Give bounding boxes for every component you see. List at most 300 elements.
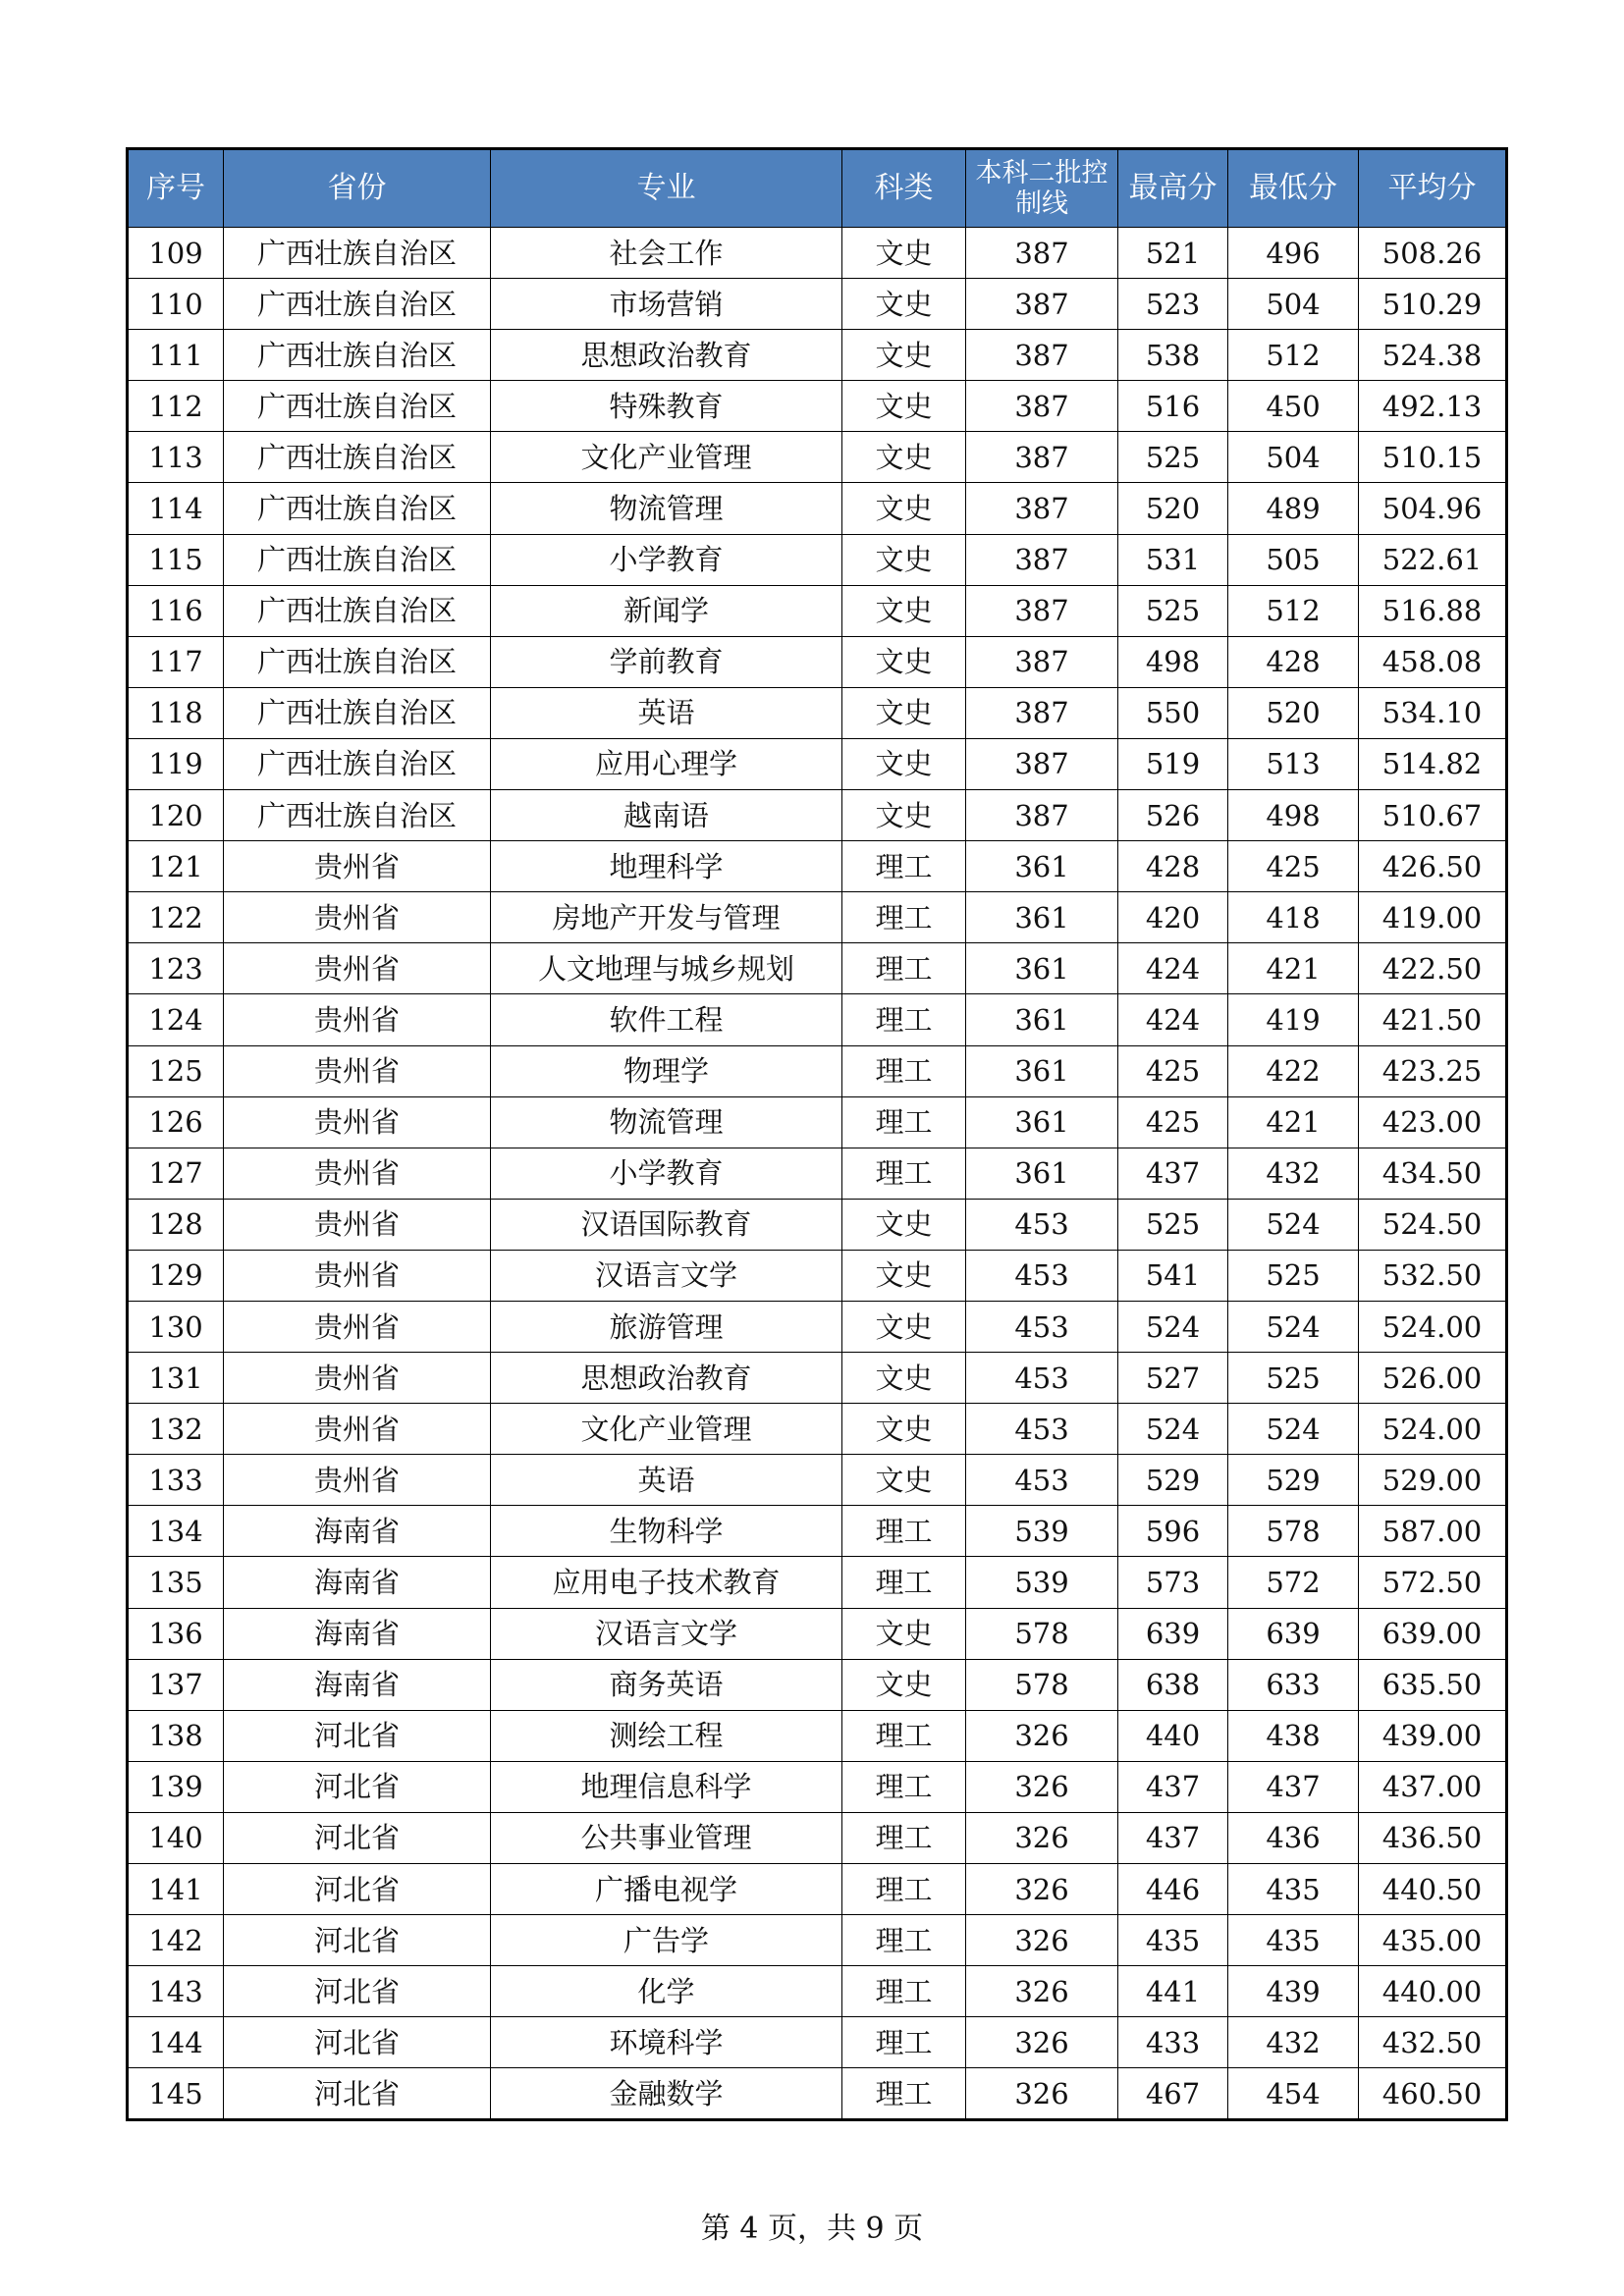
cell-control-line: 539 (966, 1506, 1118, 1557)
cell-control-line: 387 (966, 534, 1118, 585)
cell-province: 贵州省 (224, 1455, 491, 1506)
cell-province: 广西壮族自治区 (224, 432, 491, 483)
cell-max: 550 (1118, 687, 1228, 738)
header-category: 科类 (842, 149, 966, 228)
cell-control-line: 361 (966, 1148, 1118, 1199)
cell-seq: 143 (128, 1966, 224, 2017)
table-row (128, 2068, 1507, 2120)
cell-max: 519 (1118, 738, 1228, 789)
cell-max: 596 (1118, 1506, 1228, 1557)
cell-avg: 510.67 (1359, 790, 1507, 841)
cell-control-line: 326 (966, 1966, 1118, 2017)
cell-min: 489 (1228, 483, 1359, 534)
cell-major: 物理学 (491, 1045, 842, 1096)
cell-province: 贵州省 (224, 994, 491, 1045)
cell-seq: 117 (128, 636, 224, 687)
cell-min: 578 (1228, 1506, 1359, 1557)
cell-max: 437 (1118, 1148, 1228, 1199)
cell-category: 文史 (842, 1301, 966, 1352)
header-seq: 序号 (128, 149, 224, 228)
cell-seq: 135 (128, 1557, 224, 1608)
table-row (128, 330, 1507, 381)
table-row (128, 1199, 1507, 1250)
cell-category: 文史 (842, 1608, 966, 1659)
cell-control-line: 326 (966, 1864, 1118, 1915)
header-avg: 平均分 (1359, 149, 1507, 228)
cell-control-line: 578 (966, 1608, 1118, 1659)
table-row (128, 585, 1507, 636)
cell-avg: 529.00 (1359, 1455, 1507, 1506)
cell-avg: 587.00 (1359, 1506, 1507, 1557)
cell-major: 测绘工程 (491, 1710, 842, 1761)
cell-min: 418 (1228, 892, 1359, 943)
cell-min: 524 (1228, 1404, 1359, 1455)
cell-seq: 144 (128, 2017, 224, 2068)
cell-seq: 137 (128, 1659, 224, 1710)
cell-major: 化学 (491, 1966, 842, 2017)
cell-category: 理工 (842, 1096, 966, 1148)
cell-min: 496 (1228, 228, 1359, 279)
cell-province: 广西壮族自治区 (224, 687, 491, 738)
cell-min: 524 (1228, 1301, 1359, 1352)
cell-min: 436 (1228, 1812, 1359, 1863)
table-row (128, 381, 1507, 432)
cell-min: 432 (1228, 2017, 1359, 2068)
table-row (128, 738, 1507, 789)
cell-province: 河北省 (224, 1864, 491, 1915)
cell-control-line: 326 (966, 1710, 1118, 1761)
cell-category: 文史 (842, 1404, 966, 1455)
cell-seq: 118 (128, 687, 224, 738)
cell-avg: 423.25 (1359, 1045, 1507, 1096)
header-province: 省份 (224, 149, 491, 228)
cell-max: 520 (1118, 483, 1228, 534)
cell-category: 理工 (842, 1966, 966, 2017)
cell-seq: 112 (128, 381, 224, 432)
cell-max: 638 (1118, 1659, 1228, 1710)
cell-major: 汉语言文学 (491, 1250, 842, 1301)
cell-province: 河北省 (224, 1966, 491, 2017)
cell-control-line: 361 (966, 892, 1118, 943)
cell-major: 市场营销 (491, 279, 842, 330)
cell-max: 531 (1118, 534, 1228, 585)
cell-max: 437 (1118, 1812, 1228, 1863)
cell-avg: 514.82 (1359, 738, 1507, 789)
table-row (128, 1506, 1507, 1557)
cell-category: 理工 (842, 892, 966, 943)
cell-seq: 140 (128, 1812, 224, 1863)
cell-seq: 121 (128, 841, 224, 892)
cell-max: 435 (1118, 1915, 1228, 1966)
cell-province: 广西壮族自治区 (224, 228, 491, 279)
cell-category: 文史 (842, 1659, 966, 1710)
table-row (128, 994, 1507, 1045)
cell-category: 理工 (842, 841, 966, 892)
cell-control-line: 453 (966, 1199, 1118, 1250)
table-row (128, 1250, 1507, 1301)
cell-max: 437 (1118, 1761, 1228, 1812)
cell-category: 理工 (842, 1812, 966, 1863)
cell-max: 525 (1118, 432, 1228, 483)
cell-seq: 110 (128, 279, 224, 330)
table-row (128, 841, 1507, 892)
table-row (128, 279, 1507, 330)
table-row (128, 1301, 1507, 1352)
cell-max: 428 (1118, 841, 1228, 892)
cell-seq: 139 (128, 1761, 224, 1812)
cell-avg: 526.00 (1359, 1353, 1507, 1404)
cell-avg: 510.29 (1359, 279, 1507, 330)
cell-major: 汉语言文学 (491, 1608, 842, 1659)
table-row (128, 1710, 1507, 1761)
cell-min: 422 (1228, 1045, 1359, 1096)
cell-control-line: 387 (966, 585, 1118, 636)
cell-major: 应用电子技术教育 (491, 1557, 842, 1608)
cell-seq: 123 (128, 943, 224, 994)
cell-avg: 434.50 (1359, 1148, 1507, 1199)
table-row (128, 1812, 1507, 1863)
table-row (128, 943, 1507, 994)
cell-control-line: 387 (966, 381, 1118, 432)
cell-max: 525 (1118, 585, 1228, 636)
cell-seq: 145 (128, 2068, 224, 2120)
cell-seq: 120 (128, 790, 224, 841)
cell-min: 428 (1228, 636, 1359, 687)
cell-seq: 133 (128, 1455, 224, 1506)
cell-max: 524 (1118, 1404, 1228, 1455)
table-row (128, 1864, 1507, 1915)
cell-max: 529 (1118, 1455, 1228, 1506)
cell-min: 525 (1228, 1353, 1359, 1404)
cell-min: 432 (1228, 1148, 1359, 1199)
cell-province: 贵州省 (224, 1353, 491, 1404)
cell-min: 435 (1228, 1864, 1359, 1915)
cell-avg: 426.50 (1359, 841, 1507, 892)
cell-min: 572 (1228, 1557, 1359, 1608)
cell-province: 河北省 (224, 1812, 491, 1863)
cell-major: 环境科学 (491, 2017, 842, 2068)
cell-avg: 492.13 (1359, 381, 1507, 432)
cell-major: 旅游管理 (491, 1301, 842, 1352)
cell-avg: 635.50 (1359, 1659, 1507, 1710)
cell-major: 特殊教育 (491, 381, 842, 432)
cell-control-line: 326 (966, 1915, 1118, 1966)
cell-avg: 419.00 (1359, 892, 1507, 943)
cell-min: 524 (1228, 1199, 1359, 1250)
cell-control-line: 361 (966, 1045, 1118, 1096)
header-control-line: 本科二批控制线 (966, 149, 1118, 228)
cell-seq: 130 (128, 1301, 224, 1352)
table-row (128, 1045, 1507, 1096)
table-row (128, 1353, 1507, 1404)
cell-control-line: 387 (966, 636, 1118, 687)
cell-seq: 114 (128, 483, 224, 534)
cell-max: 441 (1118, 1966, 1228, 2017)
cell-province: 广西壮族自治区 (224, 738, 491, 789)
header-max: 最高分 (1118, 149, 1228, 228)
cell-min: 504 (1228, 432, 1359, 483)
table-body (128, 228, 1507, 2120)
table-row (128, 1915, 1507, 1966)
cell-max: 424 (1118, 994, 1228, 1045)
table-row (128, 1761, 1507, 1812)
cell-major: 文化产业管理 (491, 432, 842, 483)
cell-max: 639 (1118, 1608, 1228, 1659)
cell-avg: 422.50 (1359, 943, 1507, 994)
cell-seq: 131 (128, 1353, 224, 1404)
cell-max: 425 (1118, 1096, 1228, 1148)
cell-category: 理工 (842, 2017, 966, 2068)
cell-category: 文史 (842, 585, 966, 636)
cell-avg: 522.61 (1359, 534, 1507, 585)
cell-seq: 111 (128, 330, 224, 381)
cell-avg: 504.96 (1359, 483, 1507, 534)
cell-seq: 132 (128, 1404, 224, 1455)
table-row (128, 1404, 1507, 1455)
cell-max: 425 (1118, 1045, 1228, 1096)
cell-max: 523 (1118, 279, 1228, 330)
cell-avg: 439.00 (1359, 1710, 1507, 1761)
page-footer: 第 4 页，共 9 页 (700, 2212, 924, 2246)
cell-avg: 440.00 (1359, 1966, 1507, 2017)
cell-avg: 534.10 (1359, 687, 1507, 738)
cell-province: 河北省 (224, 2068, 491, 2120)
cell-major: 物流管理 (491, 1096, 842, 1148)
cell-min: 520 (1228, 687, 1359, 738)
cell-control-line: 578 (966, 1659, 1118, 1710)
cell-province: 海南省 (224, 1608, 491, 1659)
cell-major: 广告学 (491, 1915, 842, 1966)
cell-major: 地理信息科学 (491, 1761, 842, 1812)
cell-province: 海南省 (224, 1659, 491, 1710)
cell-min: 421 (1228, 1096, 1359, 1148)
cell-category: 文史 (842, 687, 966, 738)
cell-category: 理工 (842, 1761, 966, 1812)
cell-avg: 432.50 (1359, 2017, 1507, 2068)
cell-category: 理工 (842, 1915, 966, 1966)
cell-control-line: 387 (966, 687, 1118, 738)
cell-min: 419 (1228, 994, 1359, 1045)
table-row (128, 432, 1507, 483)
cell-max: 498 (1118, 636, 1228, 687)
cell-major: 小学教育 (491, 1148, 842, 1199)
cell-major: 汉语国际教育 (491, 1199, 842, 1250)
cell-avg: 440.50 (1359, 1864, 1507, 1915)
cell-min: 525 (1228, 1250, 1359, 1301)
cell-min: 505 (1228, 534, 1359, 585)
cell-category: 理工 (842, 943, 966, 994)
table-row (128, 483, 1507, 534)
cell-province: 贵州省 (224, 841, 491, 892)
cell-category: 文史 (842, 1455, 966, 1506)
cell-control-line: 387 (966, 790, 1118, 841)
cell-min: 435 (1228, 1915, 1359, 1966)
cell-control-line: 326 (966, 2068, 1118, 2120)
cell-major: 新闻学 (491, 585, 842, 636)
cell-max: 521 (1118, 228, 1228, 279)
cell-control-line: 361 (966, 1096, 1118, 1148)
cell-province: 广西壮族自治区 (224, 330, 491, 381)
cell-min: 529 (1228, 1455, 1359, 1506)
cell-seq: 136 (128, 1608, 224, 1659)
cell-max: 467 (1118, 2068, 1228, 2120)
cell-province: 广西壮族自治区 (224, 279, 491, 330)
cell-province: 广西壮族自治区 (224, 790, 491, 841)
cell-avg: 516.88 (1359, 585, 1507, 636)
cell-control-line: 453 (966, 1353, 1118, 1404)
cell-category: 文史 (842, 790, 966, 841)
cell-min: 439 (1228, 1966, 1359, 2017)
cell-major: 广播电视学 (491, 1864, 842, 1915)
cell-province: 广西壮族自治区 (224, 534, 491, 585)
cell-max: 538 (1118, 330, 1228, 381)
cell-seq: 141 (128, 1864, 224, 1915)
cell-category: 文史 (842, 636, 966, 687)
cell-category: 文史 (842, 483, 966, 534)
cell-category: 文史 (842, 1250, 966, 1301)
cell-category: 理工 (842, 1506, 966, 1557)
cell-max: 446 (1118, 1864, 1228, 1915)
cell-min: 450 (1228, 381, 1359, 432)
cell-major: 英语 (491, 1455, 842, 1506)
cell-major: 房地产开发与管理 (491, 892, 842, 943)
cell-major: 英语 (491, 687, 842, 738)
cell-avg: 524.00 (1359, 1404, 1507, 1455)
cell-max: 524 (1118, 1301, 1228, 1352)
table-row (128, 1557, 1507, 1608)
cell-category: 文史 (842, 228, 966, 279)
cell-province: 贵州省 (224, 943, 491, 994)
cell-province: 贵州省 (224, 1148, 491, 1199)
cell-control-line: 453 (966, 1301, 1118, 1352)
cell-control-line: 539 (966, 1557, 1118, 1608)
cell-control-line: 326 (966, 1812, 1118, 1863)
cell-category: 理工 (842, 1148, 966, 1199)
cell-control-line: 326 (966, 2017, 1118, 2068)
cell-major: 金融数学 (491, 2068, 842, 2120)
cell-major: 应用心理学 (491, 738, 842, 789)
cell-seq: 134 (128, 1506, 224, 1557)
cell-category: 文史 (842, 381, 966, 432)
cell-control-line: 453 (966, 1250, 1118, 1301)
cell-avg: 437.00 (1359, 1761, 1507, 1812)
cell-min: 438 (1228, 1710, 1359, 1761)
cell-avg: 435.00 (1359, 1915, 1507, 1966)
cell-max: 527 (1118, 1353, 1228, 1404)
table-row (128, 534, 1507, 585)
header-min: 最低分 (1228, 149, 1359, 228)
cell-seq: 129 (128, 1250, 224, 1301)
table-row (128, 892, 1507, 943)
cell-control-line: 387 (966, 279, 1118, 330)
cell-seq: 109 (128, 228, 224, 279)
cell-major: 思想政治教育 (491, 1353, 842, 1404)
cell-avg: 508.26 (1359, 228, 1507, 279)
cell-avg: 524.50 (1359, 1199, 1507, 1250)
cell-province: 河北省 (224, 1915, 491, 1966)
cell-min: 425 (1228, 841, 1359, 892)
cell-province: 广西壮族自治区 (224, 483, 491, 534)
table-row (128, 1455, 1507, 1506)
cell-province: 广西壮族自治区 (224, 381, 491, 432)
cell-min: 512 (1228, 585, 1359, 636)
cell-province: 贵州省 (224, 1199, 491, 1250)
cell-seq: 126 (128, 1096, 224, 1148)
cell-province: 河北省 (224, 1761, 491, 1812)
cell-seq: 122 (128, 892, 224, 943)
cell-major: 越南语 (491, 790, 842, 841)
cell-major: 学前教育 (491, 636, 842, 687)
cell-category: 文史 (842, 330, 966, 381)
cell-province: 贵州省 (224, 1045, 491, 1096)
cell-avg: 458.08 (1359, 636, 1507, 687)
cell-max: 424 (1118, 943, 1228, 994)
cell-seq: 125 (128, 1045, 224, 1096)
cell-seq: 142 (128, 1915, 224, 1966)
cell-max: 516 (1118, 381, 1228, 432)
cell-category: 文史 (842, 534, 966, 585)
cell-control-line: 387 (966, 330, 1118, 381)
cell-province: 河北省 (224, 2017, 491, 2068)
cell-control-line: 387 (966, 228, 1118, 279)
cell-category: 理工 (842, 994, 966, 1045)
cell-category: 文史 (842, 738, 966, 789)
cell-seq: 119 (128, 738, 224, 789)
cell-avg: 421.50 (1359, 994, 1507, 1045)
table-row (128, 1148, 1507, 1199)
cell-max: 526 (1118, 790, 1228, 841)
cell-major: 公共事业管理 (491, 1812, 842, 1863)
cell-avg: 524.38 (1359, 330, 1507, 381)
cell-control-line: 361 (966, 943, 1118, 994)
cell-min: 498 (1228, 790, 1359, 841)
cell-seq: 124 (128, 994, 224, 1045)
cell-control-line: 387 (966, 432, 1118, 483)
cell-seq: 127 (128, 1148, 224, 1199)
cell-category: 理工 (842, 1864, 966, 1915)
cell-min: 512 (1228, 330, 1359, 381)
table-row (128, 2017, 1507, 2068)
cell-min: 513 (1228, 738, 1359, 789)
table-header-row (128, 149, 1507, 228)
cell-max: 420 (1118, 892, 1228, 943)
cell-province: 海南省 (224, 1557, 491, 1608)
cell-major: 思想政治教育 (491, 330, 842, 381)
cell-avg: 524.00 (1359, 1301, 1507, 1352)
cell-min: 639 (1228, 1608, 1359, 1659)
cell-province: 贵州省 (224, 1250, 491, 1301)
cell-avg: 423.00 (1359, 1096, 1507, 1148)
cell-min: 454 (1228, 2068, 1359, 2120)
cell-category: 文史 (842, 1353, 966, 1404)
cell-avg: 510.15 (1359, 432, 1507, 483)
cell-province: 海南省 (224, 1506, 491, 1557)
header-major: 专业 (491, 149, 842, 228)
cell-seq: 115 (128, 534, 224, 585)
cell-min: 504 (1228, 279, 1359, 330)
cell-category: 理工 (842, 1710, 966, 1761)
cell-seq: 128 (128, 1199, 224, 1250)
cell-min: 437 (1228, 1761, 1359, 1812)
cell-province: 贵州省 (224, 1301, 491, 1352)
cell-min: 633 (1228, 1659, 1359, 1710)
cell-category: 理工 (842, 1045, 966, 1096)
cell-max: 433 (1118, 2017, 1228, 2068)
cell-max: 573 (1118, 1557, 1228, 1608)
table-row (128, 790, 1507, 841)
cell-category: 文史 (842, 279, 966, 330)
cell-category: 理工 (842, 2068, 966, 2120)
